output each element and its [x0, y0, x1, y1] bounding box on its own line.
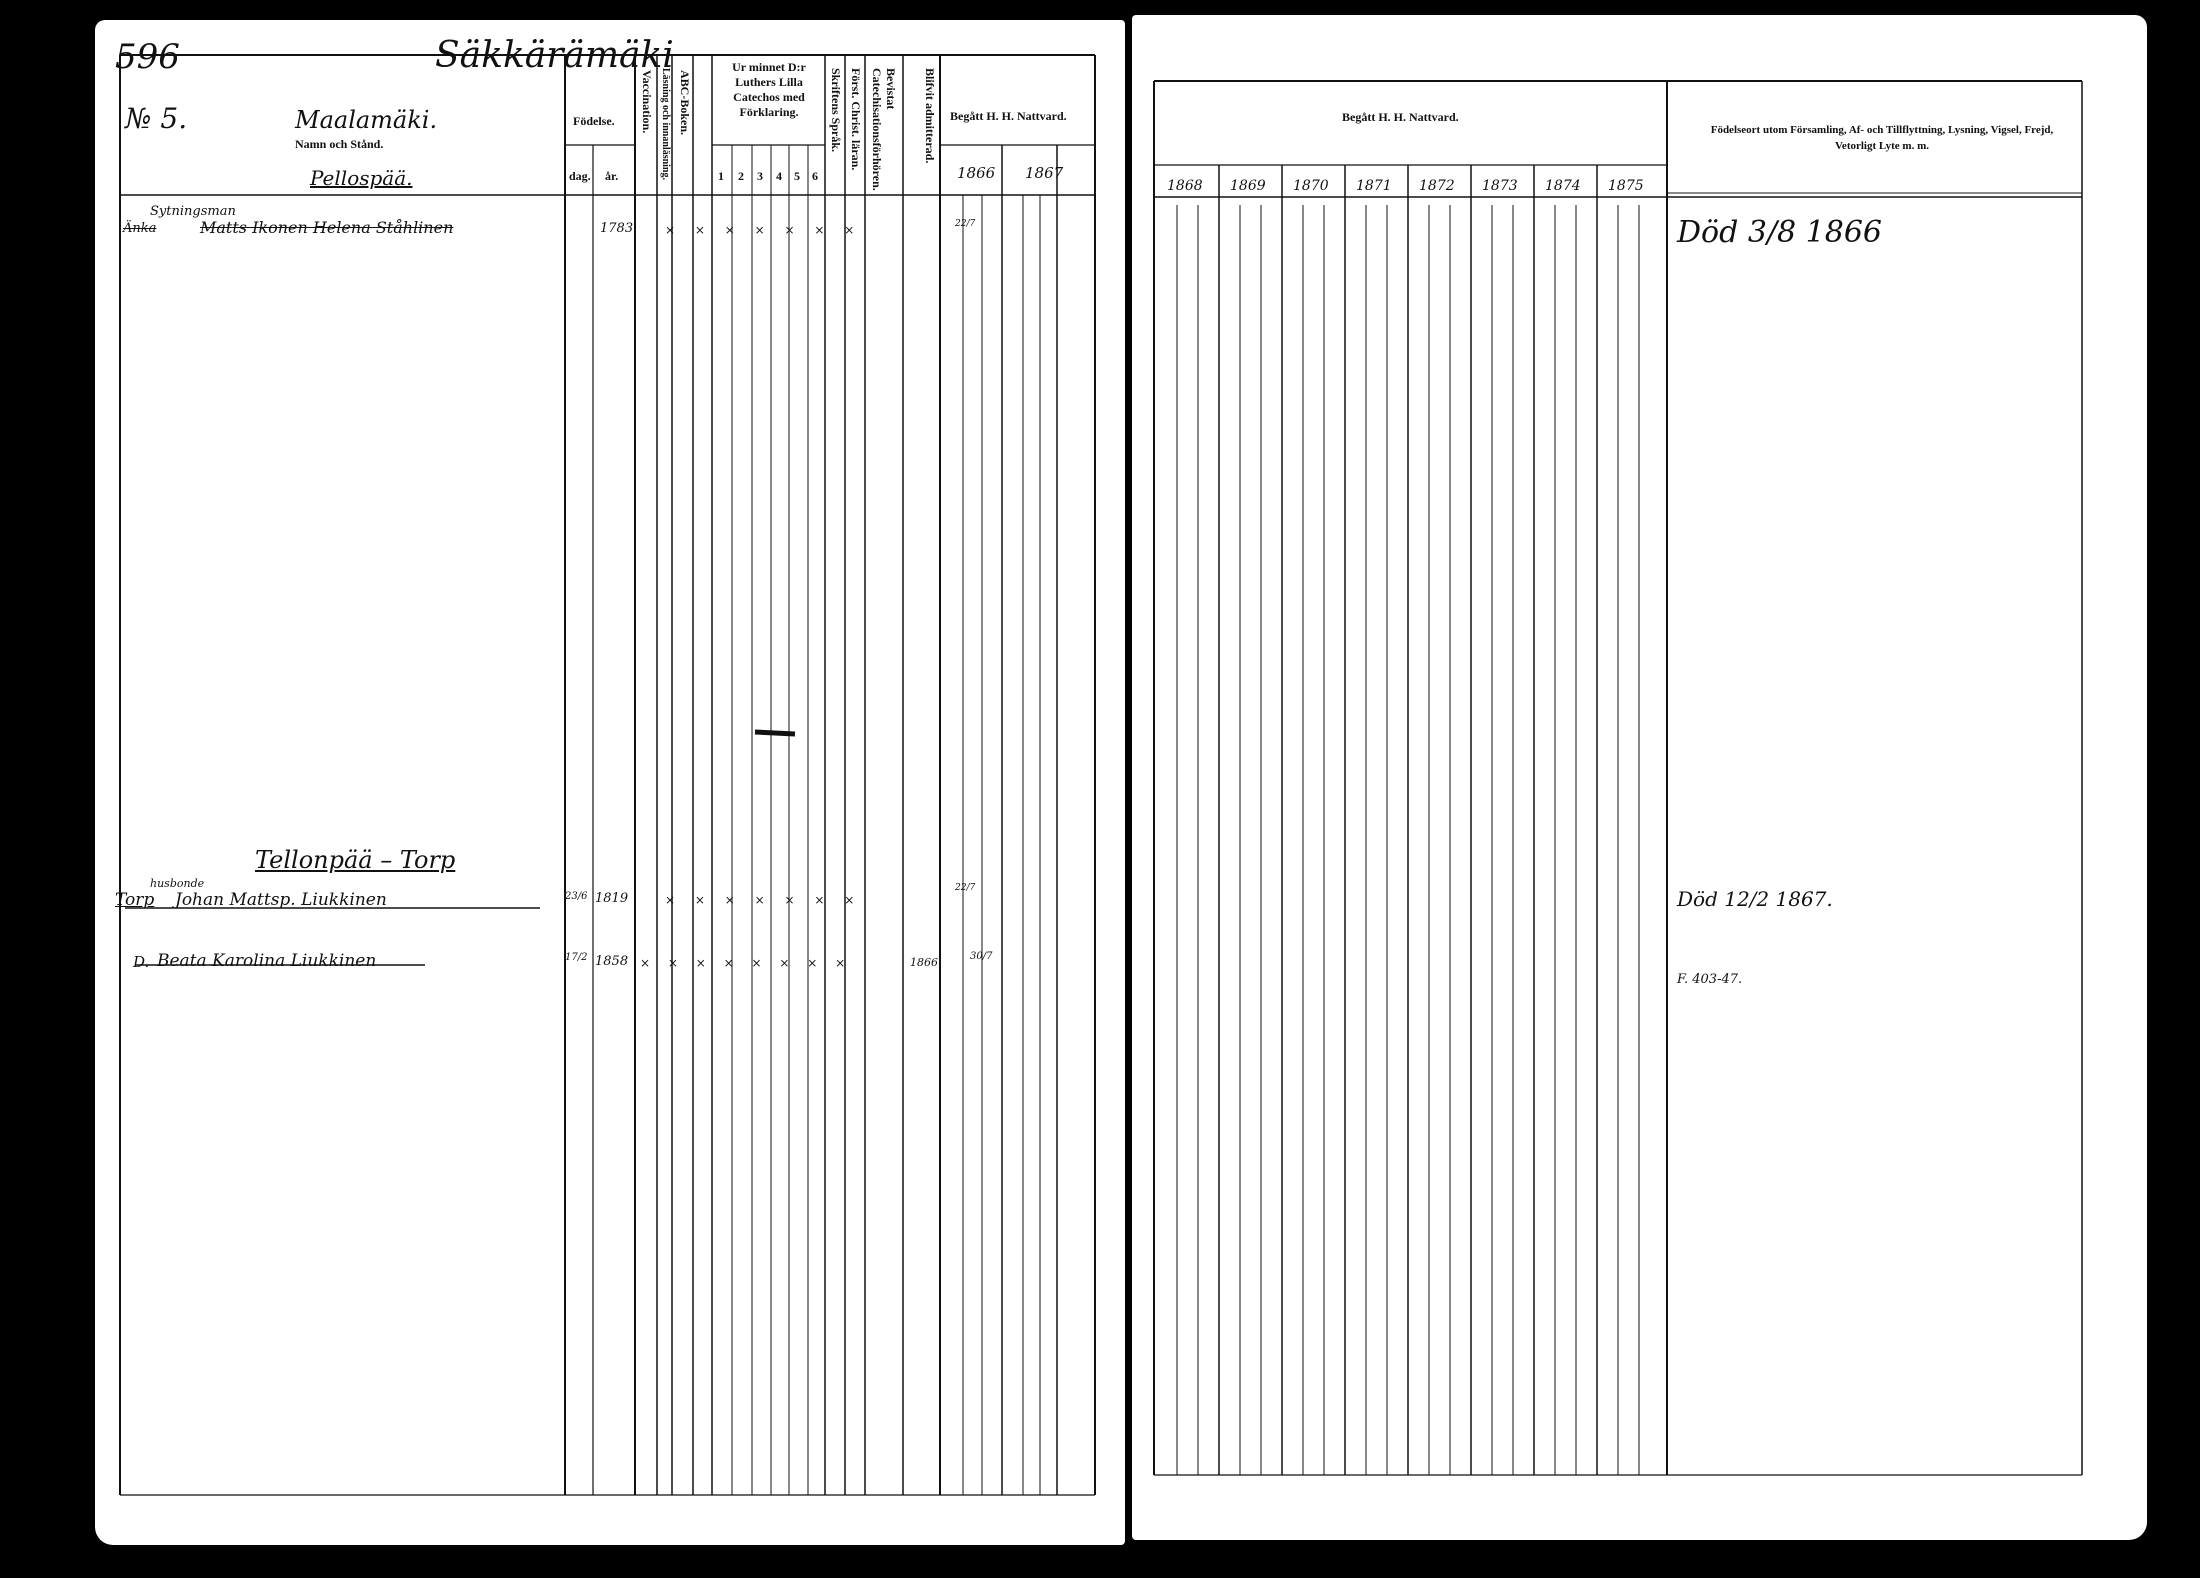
names-header: Namn och Stånd.: [295, 137, 384, 151]
communion-year-1867: 1867: [1025, 164, 1064, 182]
year-1875: 1875: [1608, 178, 1644, 194]
person-role: Änka: [123, 221, 157, 236]
left-page-grid: [95, 20, 1125, 1545]
village-name: Säkkärämäki: [435, 35, 674, 76]
household-number: № 5.: [125, 102, 188, 135]
person-role: D.: [133, 953, 150, 971]
person-birth-day: 17/2: [565, 952, 588, 963]
subheading: Pellospää.: [310, 166, 413, 190]
year-1872: 1872: [1419, 178, 1455, 194]
communion-header-right: Begått H. H. Nattvard.: [1342, 110, 1459, 124]
catechism-num-4: 4: [776, 169, 782, 183]
person-admitted: 1866: [910, 956, 938, 969]
catechism-num-2: 2: [738, 169, 744, 183]
communion-year-1866: 1866: [957, 164, 996, 182]
reading-header: Läsning och innanläsning.: [660, 68, 671, 180]
page-number: 596: [115, 37, 180, 77]
birth-day-header: dag.: [569, 169, 591, 183]
christian-doctrine-header: Först. Christ. läran.: [849, 68, 863, 171]
left-page: [95, 20, 1125, 1545]
abc-header: ABC-Boken.: [678, 70, 692, 136]
person-marks: × × × × × × ×: [665, 223, 863, 237]
year-1873: 1873: [1482, 178, 1518, 194]
person-prefix: husbonde: [150, 877, 205, 890]
catechism-header: Ur minnet D:r Luthers Lilla Catechos med Förklaring.: [732, 60, 806, 119]
catechism-num-1: 1: [718, 169, 724, 183]
remark-death-1867: Död 12/2 1867.: [1677, 887, 1833, 911]
catechism-num-3: 3: [757, 169, 763, 183]
birth-year-header: år.: [605, 169, 619, 183]
person-name: Matts Ikonen Helena Ståhlinen: [200, 218, 454, 237]
person-marks: × × × × × × × ×: [640, 956, 853, 970]
person-role: Torp: [115, 890, 155, 910]
admitted-header: Blifvit admitterad.: [923, 68, 937, 164]
right-page: [1132, 15, 2147, 1540]
year-1869: 1869: [1230, 178, 1266, 194]
person-prefix: Sytningsman: [150, 204, 236, 219]
catechisation-header: Bevistat Catechisationsförhören.: [869, 68, 898, 191]
catechism-num-6: 6: [812, 169, 818, 183]
year-1874: 1874: [1545, 178, 1581, 194]
communion-header: Begått H. H. Nattvard.: [950, 109, 1067, 123]
farm-name: Maalamäki.: [295, 106, 438, 134]
birth-header: Födelse.: [573, 114, 615, 128]
person-communion: 22/7: [955, 219, 976, 229]
remarks-header: Födelseort utom Församling, Af- och Tillflyttning, Lysning, Vigsel, Frejd, Vetorligt Lyte m. m.: [1710, 124, 2054, 152]
person-name: Beata Karolina Liukkinen: [157, 951, 377, 971]
right-page-grid: [1132, 15, 2147, 1540]
year-1868: 1868: [1167, 178, 1203, 194]
psalms-header: Skriftens Språk.: [829, 68, 843, 153]
person-marks: × × × × × × ×: [665, 893, 863, 907]
person-birth-year: 1858: [595, 954, 629, 969]
person-birth-year: 1819: [595, 891, 629, 906]
person-communion: 22/7: [955, 883, 976, 893]
person-name: Johan Mattsp. Liukkinen: [175, 890, 387, 910]
person-communion: 30/7: [970, 951, 993, 962]
catechism-num-5: 5: [794, 169, 800, 183]
year-1871: 1871: [1356, 178, 1392, 194]
remark-reference: F. 403-47.: [1677, 972, 1743, 987]
person-birth-year: 1783: [600, 221, 634, 236]
year-1870: 1870: [1293, 178, 1329, 194]
vaccination-header: Vaccination.: [640, 70, 654, 134]
section-title: Tellonpää – Torp: [255, 846, 456, 874]
remark-death-1866: Död 3/8 1866: [1677, 215, 1883, 250]
person-birth-day: 23/6: [565, 891, 588, 902]
